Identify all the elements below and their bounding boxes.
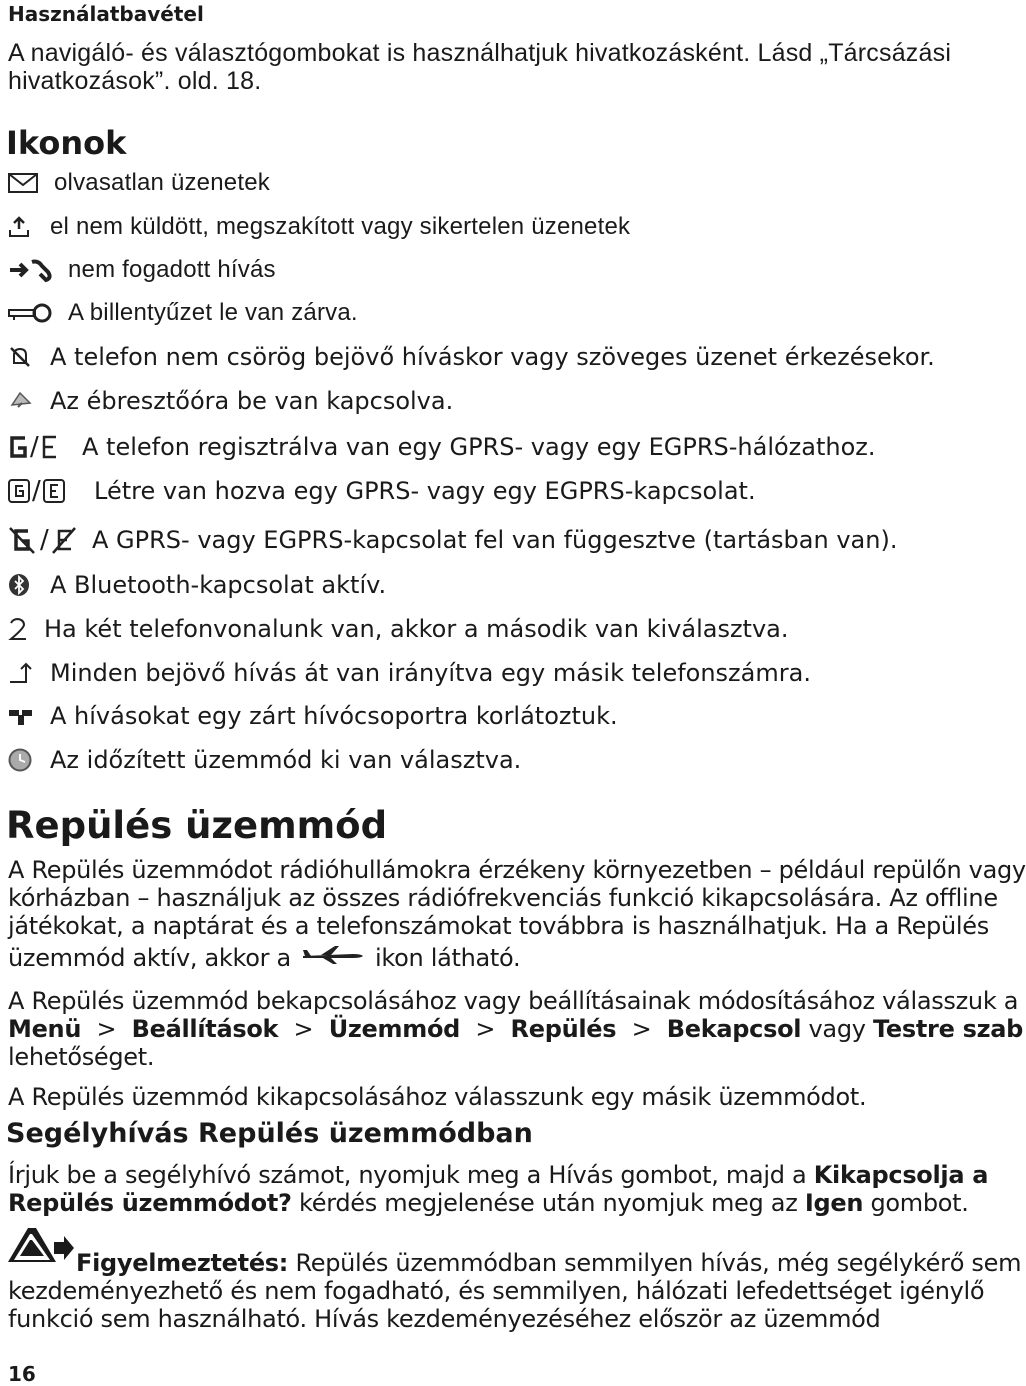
keylock-icon (8, 302, 68, 324)
emergency-text: kérdés megjelenése után nyomjuk meg az (299, 1189, 798, 1217)
menu-path-separator: > (631, 1015, 652, 1043)
menu-path-customise: Testre szab (873, 1015, 1024, 1043)
page-number: 16 (8, 1362, 36, 1386)
flight-paragraph-2-line-1: A Repülés üzemmód bekapcsolásához vagy beállításainak módosításához válasszuk a (8, 987, 1019, 1015)
icon-row-gprs-connected (8, 473, 756, 509)
flight-text: ikon látható. (374, 944, 521, 972)
icon-description: Ha két telefonvonalunk van, akkor a második van kiválasztva. (44, 615, 789, 643)
warning-line-3: funkció sem használható. Hívás kezdeményezéséhez először az üzemmód (8, 1305, 881, 1333)
icon-description: A telefon nem csörög bejövő híváskor vagy szöveges üzenet érkezésekor. (50, 343, 935, 371)
icon-row-unread (8, 165, 270, 201)
icon-row-call-divert (8, 655, 811, 691)
icon-description: A GPRS- vagy EGPRS-kapcsolat fel van függesztve (tartásban van). (92, 526, 898, 554)
gprs-suspended-icon: / (8, 525, 92, 555)
warning-label: Figyelmeztetés: (76, 1249, 289, 1277)
flight-paragraph-2-line-2 (8, 1015, 1023, 1043)
icon-description: A hívásokat egy zárt hívócsoportra korlátoztuk. (50, 702, 618, 730)
icon-row-missed-call (8, 252, 276, 288)
line-two-icon (8, 617, 44, 641)
alarm-icon (8, 389, 50, 413)
section-heading: Használatbavétel (8, 2, 204, 26)
menu-path-activate: Bekapcsol (666, 1015, 802, 1043)
gprs-registered-icon: / (8, 432, 82, 462)
icon-description: nem fogadott hívás (68, 256, 276, 283)
emergency-title: Segélyhívás Repülés üzemmódban (6, 1118, 533, 1149)
emergency-text: Írjuk be a segélyhívó számot, nyomjuk meg a Hívás gombot, majd a (8, 1161, 807, 1189)
emergency-bold-text: Repülés üzemmódot? (8, 1189, 292, 1217)
emergency-bold-text: Kikapcsolja a (813, 1161, 989, 1189)
icon-row-gprs-registered (8, 429, 876, 465)
timed-profile-icon (8, 748, 50, 772)
icon-row-line-two (8, 611, 789, 647)
icons-title: Ikonok (6, 124, 127, 162)
icon-description: Az ébresztőóra be van kapcsolva. (50, 387, 454, 415)
icon-description: Az időzített üzemmód ki van választva. (50, 746, 522, 774)
icon-row-bluetooth (8, 567, 386, 603)
menu-path-settings: Beállítások (131, 1015, 279, 1043)
closed-user-group-icon (8, 705, 50, 727)
icon-description: Létre van hozva egy GPRS- vagy egy EGPRS-kapcsolat. (94, 477, 756, 505)
flight-paragraph-3: A Repülés üzemmód kikapcsolásához válasszunk egy másik üzemmódot. (8, 1083, 867, 1111)
menu-path-flight: Repülés (510, 1015, 617, 1043)
intro-paragraph-line-2: hivatkozások”. old. 18. (8, 67, 262, 95)
bluetooth-icon (8, 573, 50, 597)
warning-line-2: kezdeményezhető és nem fogadható, és semmilyen, hálózati lefedettséget igénylő (8, 1277, 985, 1305)
icon-row-gprs-suspended (8, 522, 897, 558)
airplane-icon (301, 944, 365, 972)
icon-description: A Bluetooth-kapcsolat aktív. (50, 571, 387, 599)
intro-paragraph-line-1: A navigáló- és választógombokat is használhatjuk hivatkozásként. Lásd „Tárcsázási (8, 39, 952, 67)
menu-path-menu: Menü (8, 1015, 82, 1043)
icon-row-timed-profile (8, 742, 521, 778)
menu-path-separator: > (293, 1015, 314, 1043)
menu-path-profiles: Üzemmód (328, 1015, 461, 1043)
outbox-icon (8, 216, 50, 238)
flight-paragraph-1-line-1: A Repülés üzemmódot rádióhullámokra érzékeny környezetben – például repülőn vagy (8, 856, 1026, 884)
emergency-line-2 (8, 1189, 969, 1217)
icon-row-alarm (8, 383, 453, 419)
icon-description: Minden bejövő hívás át van irányítva egy másik telefonszámra. (50, 659, 811, 687)
warning-text: Repülés üzemmódban semmilyen hívás, még segélykérő sem (295, 1249, 1022, 1277)
icon-row-outbox (8, 209, 630, 245)
flight-text: üzemmód aktív, akkor a (8, 944, 291, 972)
icon-row-closed-user-group (8, 698, 618, 734)
emergency-text: gombot. (870, 1189, 969, 1217)
menu-path-separator: > (475, 1015, 496, 1043)
icon-description: olvasatlan üzenetek (54, 169, 270, 196)
icon-row-silent (8, 339, 935, 375)
icon-row-keylock (8, 295, 358, 331)
envelope-icon (8, 173, 54, 193)
icon-description: A telefon regisztrálva van egy GPRS- vagy egy EGPRS-hálózathoz. (82, 433, 876, 461)
flight-paragraph-1-line-2: kórházban – használjuk az összes rádiófrekvenciás funkció kikapcsolására. Az offline (8, 884, 998, 912)
warning-icon (6, 1226, 74, 1270)
silent-icon (8, 345, 50, 369)
icon-description: el nem küldött, megszakított vagy sikertelen üzenetek (50, 213, 631, 240)
menu-path-or: vagy (808, 1015, 866, 1043)
flight-mode-title: Repülés üzemmód (6, 804, 388, 847)
emergency-bold-text: Igen (804, 1189, 864, 1217)
emergency-line-1 (8, 1161, 988, 1189)
flight-paragraph-1-line-4 (8, 944, 520, 972)
call-divert-icon (8, 660, 50, 686)
flight-paragraph-1-line-3: játékokat, a naptárat és a telefonszámokat továbbra is használhatjuk. Ha a Repülés (8, 912, 989, 940)
flight-paragraph-2-line-3: lehetőséget. (8, 1043, 155, 1071)
missed-call-icon (8, 258, 68, 282)
warning-line-1 (76, 1249, 1021, 1277)
gprs-connected-icon: / (8, 476, 94, 506)
icon-description: A billentyűzet le van zárva. (68, 299, 358, 326)
menu-path-separator: > (96, 1015, 117, 1043)
